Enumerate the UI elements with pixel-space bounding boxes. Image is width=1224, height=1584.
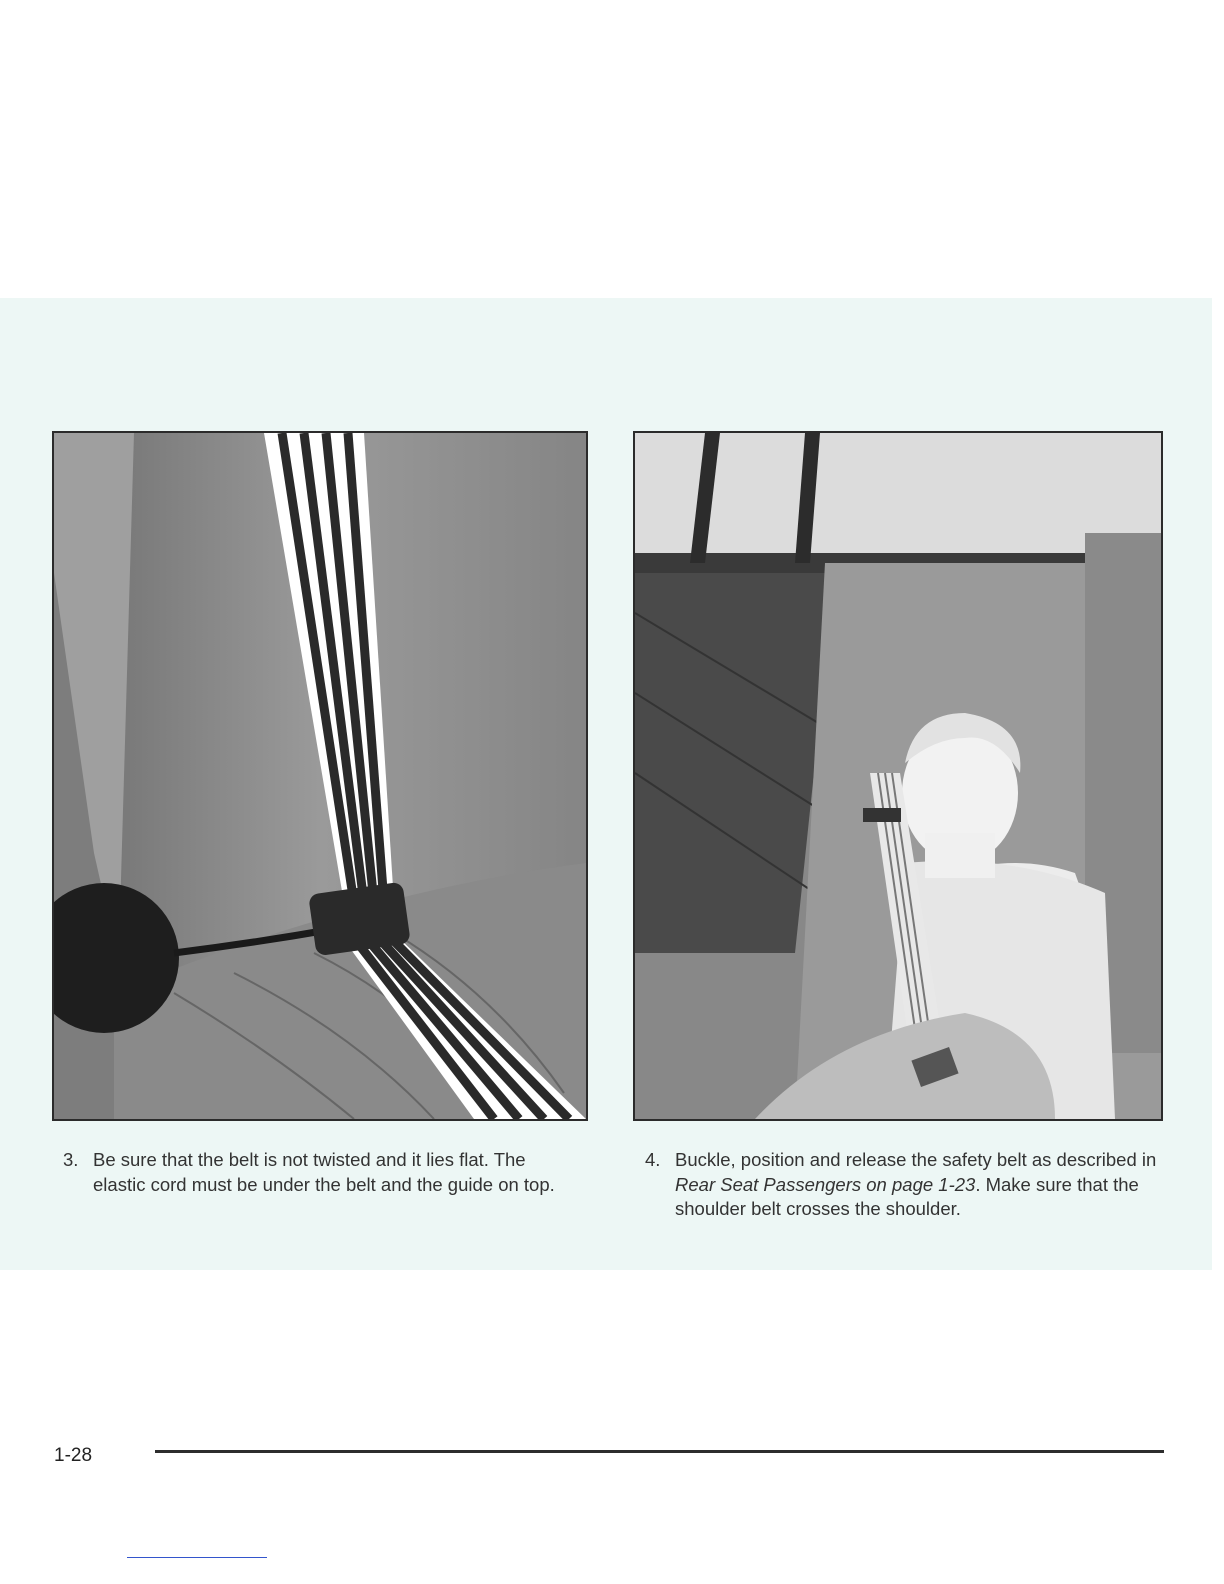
step-text-before: Buckle, position and release the safety belt as described in [675, 1149, 1157, 1170]
rear-seat-passengers-link[interactable]: Rear Seat Passengers on page 1-23 [675, 1173, 976, 1195]
step-text [675, 1148, 1165, 1222]
step-text-after: . Make sure that the shoulder belt crosses the shoulder. [675, 1173, 1139, 1219]
child-seated-drawing [635, 433, 1161, 1119]
link-underline [127, 1557, 267, 1558]
step-number: 4. [645, 1149, 661, 1170]
step-text: Be sure that the belt is not twisted and it lies flat. The elastic cord must be under the belt and the guide on top. [93, 1149, 555, 1195]
page-number: 1-28 [54, 1445, 93, 1466]
step-4 [645, 1148, 1165, 1222]
child-seated-illustration [633, 431, 1163, 1121]
footer-rule [155, 1450, 1164, 1453]
belt-guide-illustration [52, 431, 588, 1121]
page-band [0, 298, 1212, 1466]
step-3 [63, 1148, 583, 1197]
belt-guide-drawing [54, 433, 586, 1119]
step-number: 3. [63, 1149, 79, 1170]
